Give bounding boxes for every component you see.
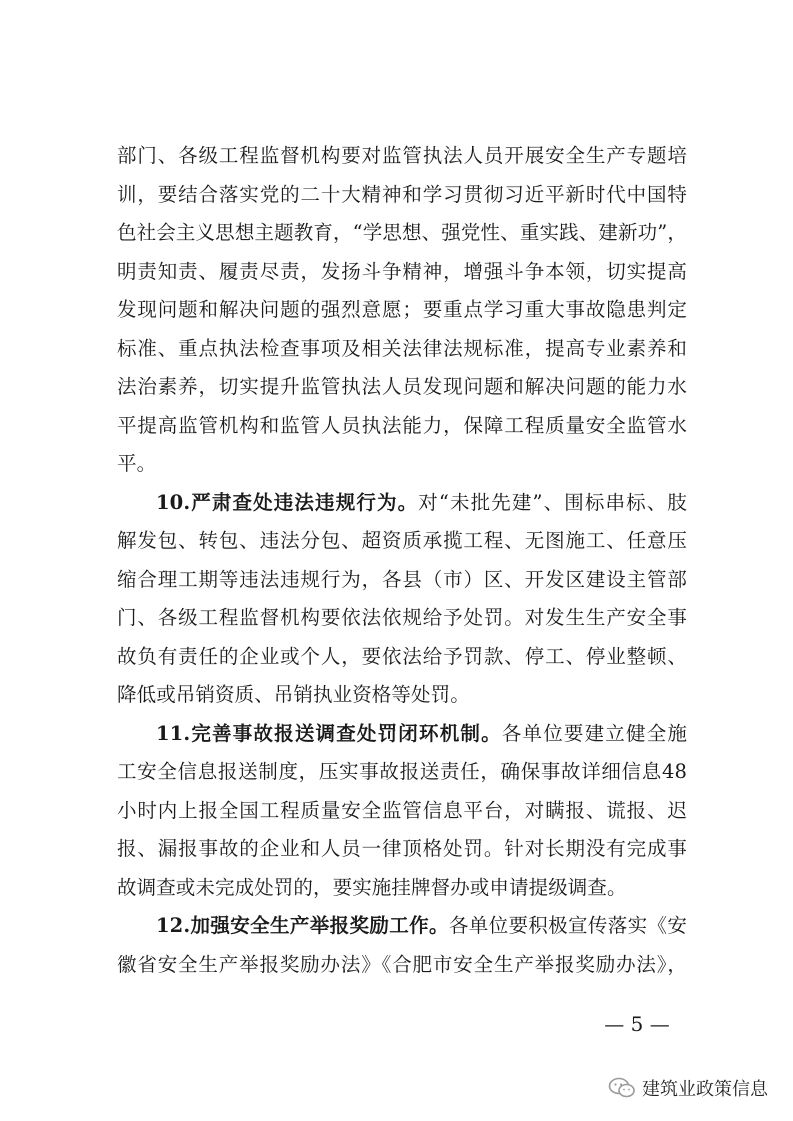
watermark [608,1074,768,1102]
text-line: 降低或吊销资质、吊销执业资格等处罚。 [117,683,470,706]
text-line: 平提高监管机构和监管人员执法能力，保障工程质量安全监管水 [117,413,687,437]
text-line [117,907,687,946]
text-line: 标准、重点执法检查事项及相关法律法规标准，提高专业素养和 [117,336,687,360]
text-line: 色社会主义思想主题教育，“学思想、强党性、重实践、建新功”， [117,221,687,244]
text-line [117,484,687,523]
paragraph-item-10 [117,484,687,715]
section-heading-11: 11.完善事故报送调查处罚闭环机制。 [156,721,502,745]
text-line: 缩合理工期等违法违规行为，各县（市）区、开发区建设主管部 [117,567,687,591]
text-line [117,715,687,754]
body-text [117,137,687,984]
text-line: 小时内上报全国工程质量安全监管信息平台，对瞒报、谎报、迟 [117,798,687,822]
section-heading-12: 12.加强安全生产举报奖励工作。 [156,914,449,937]
paragraph-training [117,137,687,484]
text-line: 部门、各级工程监督机构要对监管执法人员开展安全生产专题培 [117,144,687,167]
text-run: 各单位要建立健全施 [501,721,687,745]
text-line: 徽省安全生产举报奖励办法》《合肥市安全生产举报奖励办法》， [117,952,687,976]
text-line: 故负有责任的企业或个人，要依法给予罚款、停工、停业整顿、 [117,644,687,668]
section-heading-10: 10.严肃查处违法违规行为。 [156,490,419,514]
text-line: 门、各级工程监督机构要依法依规给予处罚。对发生生产安全事 [117,606,687,629]
text-line: 报、漏报事故的企业和人员一律顶格处罚。针对长期没有完成事 [117,837,687,860]
paragraph-item-12 [117,907,687,984]
watermark-text: 建筑业政策信息 [642,1079,768,1100]
text-run: 对“未批先建”、围标串标、肢 [418,490,688,514]
text-line: 法治素养，切实提升监管执法人员发现问题和解决问题的能力水 [117,375,687,398]
text-line: 明责知责、履责尽责，发扬斗争精神，增强斗争本领，切实提高 [117,259,687,283]
text-run: 各单位要积极宣传落实《安 [448,914,688,937]
text-line: 故调查或未完成处罚的，要实施挂牌督办或申请提级调查。 [117,875,627,899]
wechat-icon [608,1077,636,1099]
text-line: 工安全信息报送制度，压实事故报送责任，确保事故详细信息48 [117,760,687,783]
page-number: — 5 — [604,1012,670,1036]
text-line: 解发包、转包、违法分包、超资质承揽工程、无图施工、任意压 [117,529,687,552]
paragraph-item-11 [117,715,687,908]
text-line: 平。 [117,452,157,475]
text-line: 发现问题和解决问题的强烈意愿；要重点学习重大事故隐患判定 [117,298,687,321]
text-line: 训，要结合落实党的二十大精神和学习贯彻习近平新时代中国特 [117,182,687,206]
